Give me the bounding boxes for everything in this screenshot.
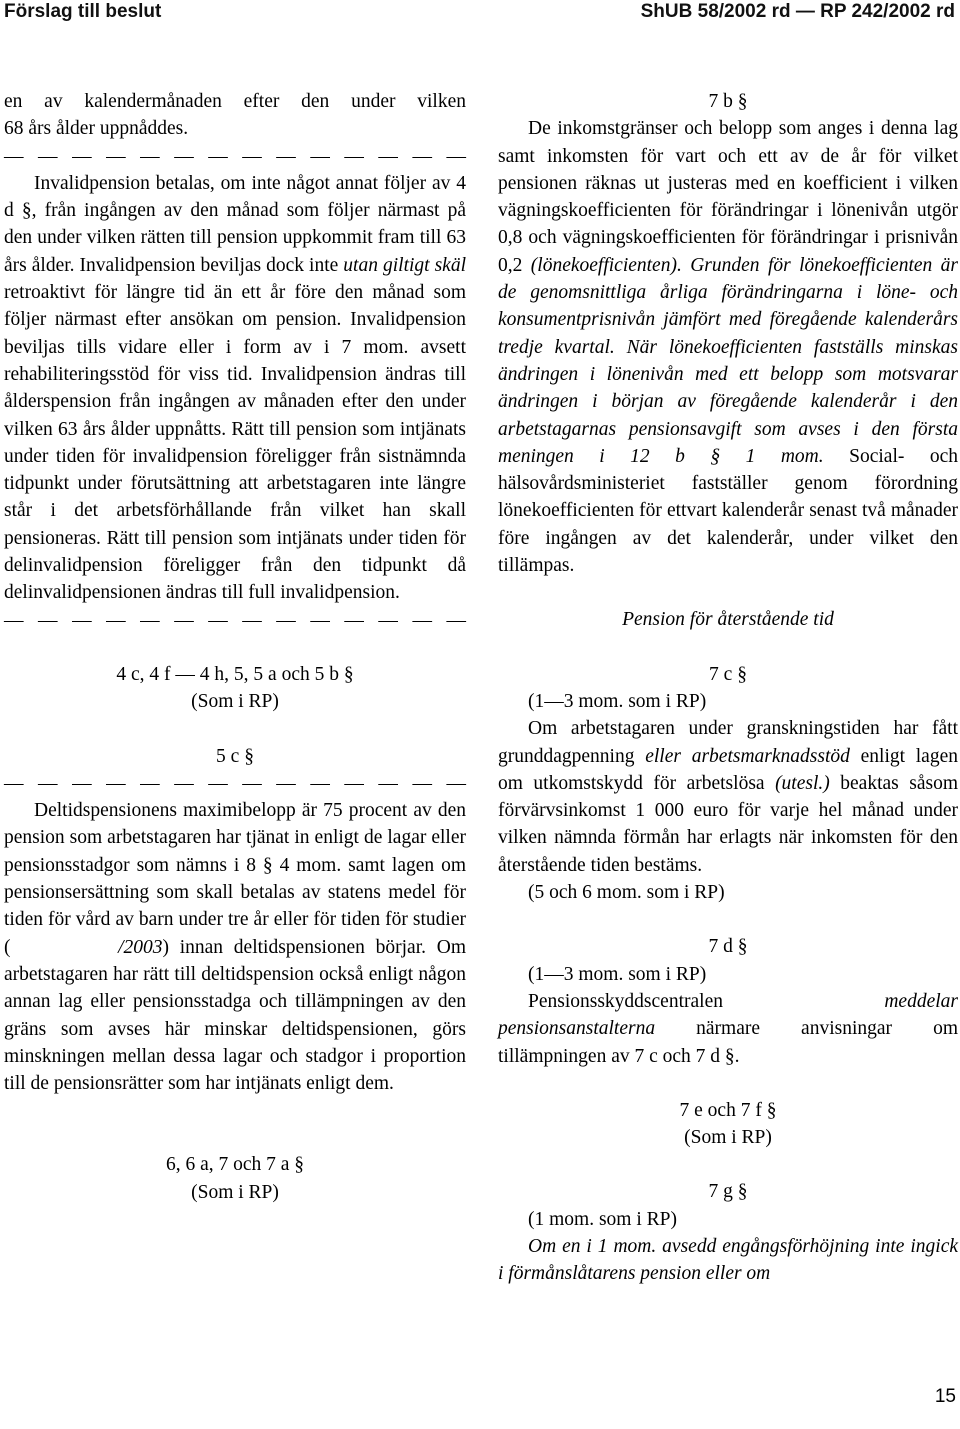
- paragraph-7d: Pensionsskyddscentralen meddelar pensionsanstalterna närmare anvisningar om tillämpningen av 7 c och 7 d §.: [498, 990, 958, 1067]
- mom-note-7g: (1 mom. som i RP): [528, 1208, 677, 1230]
- omission-dashes: — — — — — — — — — — — — — —: [4, 772, 466, 794]
- intro-line-2: 68 års ålder uppnåddes.: [4, 118, 189, 140]
- deltidspension-paragraph: Deltidspensionens maximibelopp är 75 procent av den pension som arbetstagaren har tjänat in enligt de lagar eller pensionsstadgor som nämns i 8 § 4 mom. samt lagen om pensionsersättning som skall betalas av statens medel för tiden för vård av barn under tre år eller för tiden för studier ( /2003) innan deltidspensionen börjar. Om arbetstagaren har rätt till deltidspension också enligt någon annan lag eller pensionsstadga och tillämpningen av den gräns som avses här minskar deltidspensionen, görs minskningen mellan dessa lagar och stadgor i proportion till de pensionsrätter som har intjänats enligt dem.: [4, 800, 466, 1095]
- left-column: [4, 88, 466, 1206]
- som-i-rp-note: (Som i RP): [191, 691, 279, 713]
- paragraph-7b: De inkomstgränser och belopp som anges i denna lag samt inkomsten för vart och ett av de år för vilket pensionen räknas ut justeras med en koefficient i vilken vägningskoefficienten för förändringar i lönenivån utgör 0,8 och vägningskoefficienten för förändringar i prisnivån 0,2 (lönekoefficienten). Grunden för lönekoefficienten är de genomsnittliga årliga förändringarna i löne- och konsumentprisnivån jämfört med föregående kalenderårs tredje kvartal. När lönekoefficienten fastställs minskas ändringen i lönenivån med ett belopp som motsvarar ändringen i början av föregående kalenderår i den arbetstagarnas pensionsavgift som avses i den första meningen i 12 b § 1 mom. Social- och hälsovårdsministeriet fastställer genom förordning lönekoefficienten för ettvart kalenderår senast två månader före ingången av det kalenderår, under vilket den tillämpas.: [498, 118, 959, 577]
- page-header: [0, 0, 960, 28]
- section-heading-7c: 7 c §: [709, 663, 747, 685]
- som-i-rp-note: (Som i RP): [684, 1127, 772, 1149]
- section-heading-7b: 7 b §: [708, 91, 748, 112]
- section-title-aterstaende-tid: Pension för återstående tid: [622, 609, 834, 631]
- section-heading-7e-7f: 7 e och 7 f §: [679, 1099, 777, 1121]
- section-heading-4c: 4 c, 4 f — 4 h, 5, 5 a och 5 b §: [116, 663, 354, 685]
- paragraph-7g: Om en i 1 mom. avsedd engångsförhöjning inte ingick i förmånslåtarens pension eller om: [498, 1235, 958, 1285]
- omission-dashes: — — — — — — — — — — — — — —: [4, 145, 466, 167]
- mom-note-7c: (1—3 mom. som i RP): [528, 690, 707, 712]
- header-right-reference: ShUB 58/2002 rd — RP 242/2002 rd: [640, 1, 955, 22]
- intro-line-1: en av kalendermånaden efter den under vilken: [4, 91, 466, 112]
- section-heading-6: 6, 6 a, 7 och 7 a §: [165, 1154, 305, 1176]
- omission-dashes: — — — — — — — — — — — — — —: [4, 609, 466, 631]
- header-left-title: Förslag till beslut: [4, 1, 162, 22]
- section-heading-7g: 7 g §: [708, 1181, 748, 1203]
- right-column: [498, 88, 958, 1288]
- paragraph-7c: Om arbetstagaren under granskningstiden har fått grunddagpenning eller arbetsmarknadsstöd enligt lagen om utkomstskydd för arbetslösa (utesl.) beaktas såsom förvärvsinkomst 1 000 euro för varje hel månad under vilken nämnda förmån har erlagts när inkomsten för den återstående tiden bestäms.: [498, 718, 958, 876]
- section-heading-5c: 5 c §: [216, 745, 254, 767]
- invalidpension-paragraph: Invalidpension betalas, om inte något annat följer av 4 d §, från ingången av den månad som följer närmast på den under vilken rätten till pension uppkommit fram till 63 års ålder. Invalidpension beviljas dock inte utan giltigt skäl retroaktivt för längre tid än ett år före den månad som följer närmast efter ansökan om pension. Invalidpension beviljas tills vidare eller i form av i 7 mom. avsett rehabiliteringsstöd för viss tid. Invalidpension ändras till ålderspension från ingången av månaden efter den under vilken 63 års ålder uppnåtts. Rätt till pension som intjänats under tiden för invalidpension föreligger från sistnämnda tidpunkt under förutsättning att arbetstagaren inte längre står i det arbetsförhållande från vilket han skall pensioneras. Rätt till pension som intjänats under tiden för delinvalidpension föreligger från den tidpunkt då delinvalidpensionen ändras till full invalidpension.: [4, 172, 466, 604]
- page-number: 15: [934, 1386, 956, 1407]
- mom-note-7c-2: (5 och 6 mom. som i RP): [528, 882, 725, 904]
- mom-note-7d: (1—3 mom. som i RP): [528, 963, 707, 985]
- section-heading-7d: 7 d §: [708, 936, 748, 958]
- som-i-rp-note: (Som i RP): [191, 1181, 279, 1203]
